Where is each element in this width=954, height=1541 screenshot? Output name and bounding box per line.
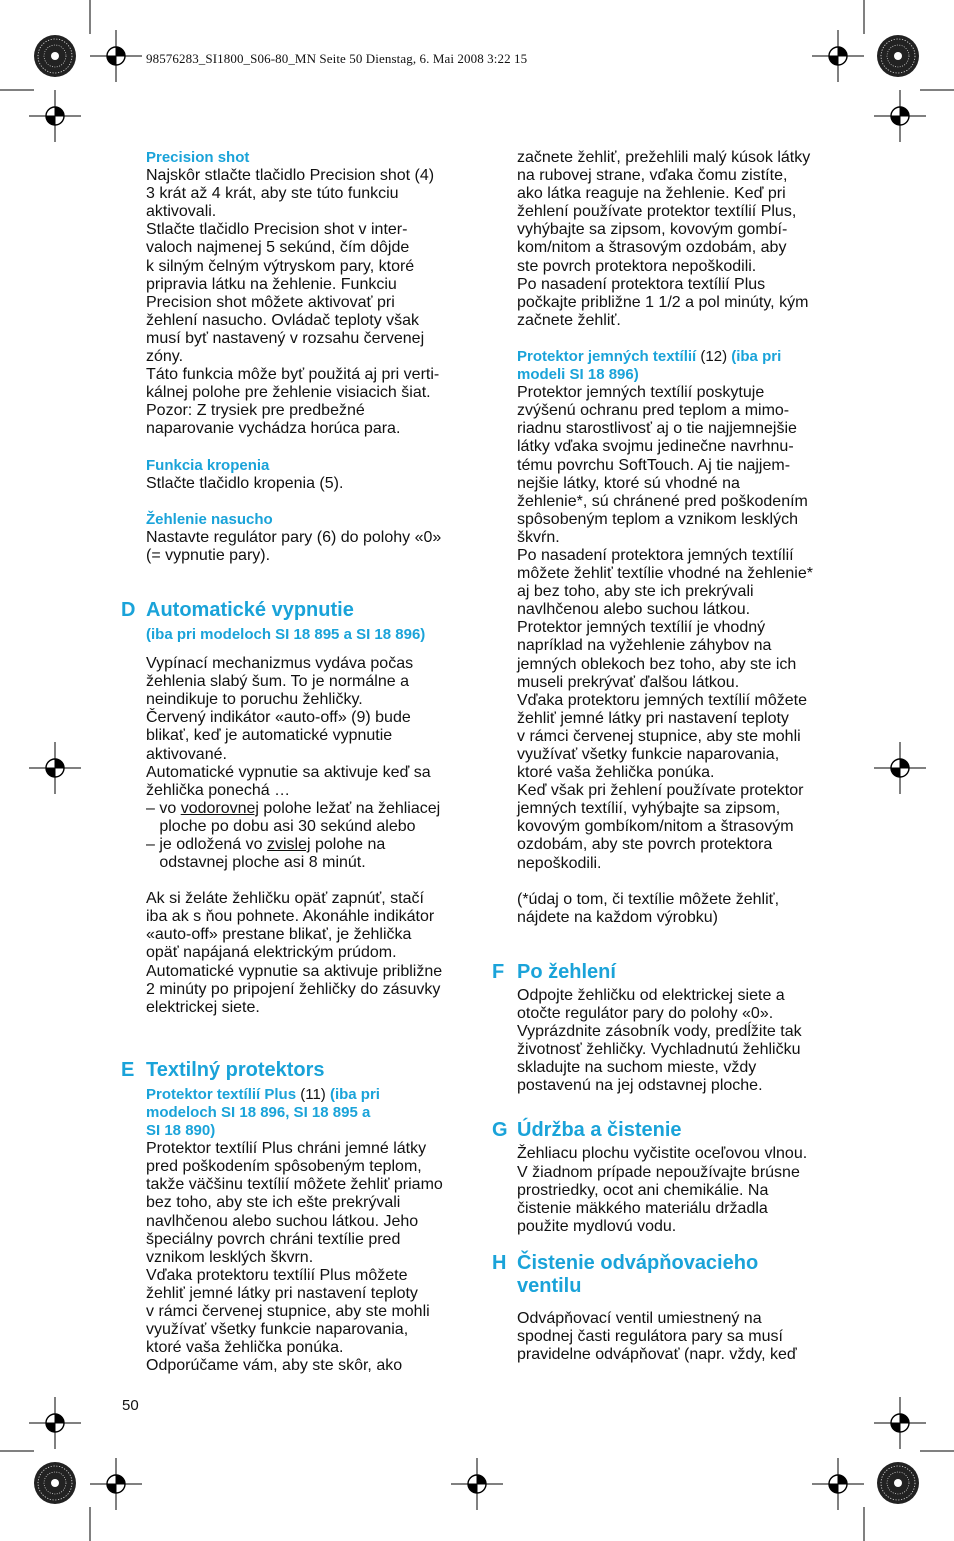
section-d-list-item-2-cont: odstavnej ploche asi 8 minút. <box>146 854 366 872</box>
section-d-heading <box>121 598 476 622</box>
text-line: bez toho, aby ste ich ešte prekrývali <box>146 1194 401 1212</box>
text-line: Vďaka protektoru jemných textílií môžete <box>517 691 807 709</box>
text-line: Protektor jemných textílií poskytuje <box>517 384 765 402</box>
section-e-heading <box>121 1058 476 1082</box>
text-line: museli prekrývať ďalšou látkou. <box>517 673 740 691</box>
text-line: Vypínací mechanizmus vydáva počas <box>146 655 414 673</box>
text-line: Odvápňovací ventil umiestnený na <box>517 1309 762 1327</box>
text-line: aktivované. <box>146 745 227 763</box>
text-line: spôsobeným teplom a vznikom lesklých <box>517 510 799 528</box>
section-d-letter: D <box>121 598 136 621</box>
text-line: Stlačte tlačidlo kropenia (5). <box>146 474 344 492</box>
text-line: Vďaka protektoru textílií Plus môžete <box>146 1266 408 1284</box>
text-line: počkajte približne 1 1/2 a pol minúty, kým <box>517 293 809 311</box>
text-line: prostriedky, ocot ani chemikálie. Na <box>517 1181 769 1199</box>
text-line: (*údaj o tom, či textílie môžete žehliť, <box>517 890 780 908</box>
text-line: v rámci červenej stupnice, aby ste mohli <box>517 727 801 745</box>
text-line: aj bez toho, aby ste ich prekrývali <box>517 583 754 601</box>
text-line: kom/nitom a štrasovým ozdobám, aby <box>517 239 787 257</box>
text-line: Automatické vypnutie sa aktivuje približne <box>146 962 443 980</box>
text-line: škvŕn. <box>517 528 560 546</box>
text-line: žehlička ponechá … <box>146 781 291 799</box>
section-h-text <box>517 1310 847 1364</box>
text-line: pred poškodením spôsobeným teplom, <box>146 1158 422 1176</box>
text-line: ktoré vaša žehlička ponúka. <box>146 1339 344 1357</box>
text-line: Pozor: Z trysiek pre predbežné <box>146 402 365 420</box>
precision-shot-text <box>146 167 476 438</box>
text-line: Vyprázdnite zásobník vody, predĺžite tak <box>517 1023 802 1041</box>
text-line: skladujte na suchom mieste, vždy <box>517 1059 757 1077</box>
text-line: špeciálny povrch chráni textílie pred <box>146 1230 401 1248</box>
text-line: Odpojte žehličku od elektrickej siete a <box>517 986 785 1004</box>
spray-title: Funkcia kropenia <box>146 456 270 474</box>
text-line: (= vypnutie pary). <box>146 546 271 564</box>
text-line: Nastavte regulátor pary (6) do polohy «0» <box>146 528 442 546</box>
text-line: zóny. <box>146 348 184 366</box>
text-line: zvýšenú ochranu pred teplom a mimo- <box>517 402 790 420</box>
text-line: Červený indikátor «auto-off» (9) bude <box>146 709 411 727</box>
text-line: v rámci červenej stupnice, aby ste mohli <box>146 1302 430 1320</box>
section-g-heading <box>492 1119 847 1142</box>
text-line: postavenú na jej odstavnej ploche. <box>517 1077 763 1095</box>
text-line: riadnu starostlivosť aj o tie najjemnejšie <box>517 420 797 438</box>
section-e-title: Textilný protektors <box>146 1058 325 1081</box>
text-line: napríklad na vyžehlenie záhybov na <box>517 637 772 655</box>
section-g-text <box>517 1145 847 1235</box>
text-line: ako látka reaguje na žehlenie. Keď pri <box>517 185 786 203</box>
textile-plus-text-cont <box>517 149 847 330</box>
text-line: «auto-off» prestane blikať, je žehlička <box>146 926 412 944</box>
text-line: valoch najmenej 5 sekúnd, čím dôjde <box>146 239 410 257</box>
fine-textile-text <box>517 384 847 873</box>
section-h-letter: H <box>492 1251 507 1274</box>
text-line: 3 krát až 4 krát, aby ste túto funkciu <box>146 185 399 203</box>
section-d-list-item-1-cont: ploche po dobu asi 30 sekúnd alebo <box>146 817 416 835</box>
text-line: iba ak s ňou pohnete. Akonáhle indikátor <box>146 908 435 926</box>
text-line: žehlenie*, sú chránené pred poškodením <box>517 492 808 510</box>
page-number: 50 <box>122 1397 139 1414</box>
text-line: navlhčenou alebo suchou látkou. Jeho <box>146 1212 419 1230</box>
section-f-letter: F <box>492 960 505 983</box>
section-d-subtitle: (iba pri modeloch SI 18 895 a SI 18 896) <box>146 625 426 643</box>
text-line: použite mydlovú vodu. <box>517 1217 677 1235</box>
text-line: nejšie látky, ktoré sú vhodné na <box>517 474 740 492</box>
text-line: Po nasadení protektora textílií Plus <box>517 275 766 293</box>
text-line: otočte regulátor pary do polohy «0». <box>517 1004 774 1022</box>
text-line: vyhýbajte sa zipsom, kovovým gombí- <box>517 221 788 239</box>
text-line: Stlačte tlačidlo Precision shot v inter- <box>146 221 408 239</box>
section-g-title: Údržba a čistenie <box>517 1119 682 1142</box>
textile-plus-title: Protektor textílií Plus (11) (iba pri <box>146 1085 380 1103</box>
text-line: aktivovali. <box>146 203 217 221</box>
text-line: kovovým gombíkom/nitom a štrasovým <box>517 818 794 836</box>
text-line: Žehliacu plochu vyčistite oceľovou vlnou. <box>517 1145 808 1163</box>
text-line: elektrickej siete. <box>146 998 260 1016</box>
text-line: Protektor jemných textílií je vhodný <box>517 619 766 637</box>
textile-plus-models: modeloch SI 18 896, SI 18 895 a <box>146 1103 371 1121</box>
text-line: látky vďaka svojmu jedinečne navrhnu- <box>517 438 794 456</box>
text-line: k silným čelným výtryskom pary, ktoré <box>146 257 415 275</box>
text-line: využívať všetky funkcie naparovania, <box>517 746 780 763</box>
section-d-list-item-1: – vo vodorovnej polohe ležať na žehliacej <box>146 799 441 817</box>
text-line: 2 minúty po pripojení žehličky do zásuvky <box>146 980 441 998</box>
text-line: pripravia látku na žehlenie. Funkciu <box>146 275 397 293</box>
dry-ironing-title: Žehlenie nasucho <box>146 510 273 528</box>
right-column <box>492 149 847 1364</box>
text-line: Odporúčame vám, aby ste skôr, ako <box>146 1357 403 1375</box>
precision-shot-title: Precision shot <box>146 149 250 166</box>
text-line: žehliť jemné látky pri nastavení teploty <box>146 1284 418 1302</box>
text-line: nájdete na každom výrobku) <box>517 908 718 926</box>
text-line: neindikuje to poruchu žehličky. <box>146 691 363 709</box>
text-line: musí byť nastavený v rozsahu červenej <box>146 329 425 347</box>
text-line: Automatické vypnutie sa aktivuje keď sa <box>146 763 431 781</box>
text-line: ktoré vaša žehlička ponúka. <box>517 764 715 782</box>
text-line: spodnej časti regulátora pary sa musí <box>517 1327 783 1345</box>
text-line: blikať, keď je automatické vypnutie <box>146 727 393 745</box>
text-line: životnosť žehličky. Vychladnutú žehličku <box>517 1041 801 1059</box>
text-line: Najskôr stlačte tlačidlo Precision shot (4) <box>146 167 435 185</box>
text-line: čistenie mäkkého materiálu držadla <box>517 1199 768 1217</box>
text-line: žehliť jemné látky pri nastavení teploty <box>517 709 789 727</box>
text-line: žehlení nasucho. Ovládač teploty však <box>146 311 420 329</box>
text-line: Táto funkcia môže byť použitá aj pri verti- <box>146 366 440 384</box>
text-line: opäť napájaná elektrickým prúdom. <box>146 944 397 962</box>
text-line: na rubovej strane, vďaka čomu zistíte, <box>517 167 788 185</box>
text-line: pravidelne odvápňovať (napr. vždy, keď <box>517 1346 797 1364</box>
section-d-text <box>146 655 476 800</box>
text-line: môžete žehliť textílie vhodné na žehlenie* <box>517 565 813 583</box>
text-line: kálnej polohe pre žehlenie visiacich šiat. <box>146 384 431 402</box>
section-g-letter: G <box>492 1119 508 1142</box>
text-line: V žiadnom prípade nepoužívajte brúsne <box>517 1163 800 1181</box>
text-line: Keď však pri žehlení používate protektor <box>517 782 804 800</box>
text-line: nepoškodili. <box>517 854 602 872</box>
section-f-title: Po žehlení <box>517 960 616 983</box>
text-line: ozdobám, aby ste povrch protektora <box>517 836 773 854</box>
text-line: takže väčšinu textílií môžete žehliť priamo <box>146 1176 443 1194</box>
text-line: jemných oblekoch bez toho, aby ste ich <box>517 655 797 673</box>
section-d-title: Automatické vypnutie <box>146 598 354 621</box>
section-f-heading <box>492 960 847 984</box>
fine-textile-model: modeli SI 18 896) <box>517 366 639 384</box>
text-line: jemných textílií, vyhýbajte sa zipsom, <box>517 800 781 818</box>
text-line: Po nasadení protektora jemných textílií <box>517 546 794 564</box>
spray-text <box>146 475 476 493</box>
dry-ironing-text <box>146 529 476 565</box>
textile-plus-text <box>146 1140 476 1375</box>
section-d-text-2 <box>146 890 476 1017</box>
section-h-heading <box>492 1251 847 1275</box>
section-e-letter: E <box>121 1058 135 1081</box>
textile-plus-models-2: SI 18 890) <box>146 1122 216 1140</box>
text-line: naparovanie vychádza horúca para. <box>146 420 401 438</box>
text-line: žehlení používate protektor textílií Plus, <box>517 203 797 221</box>
print-header: 98576283_SI1800_S06-80_MN Seite 50 Dienstag, 6. Mai 2008 3:22 15 <box>146 51 528 66</box>
text-line: žehlenia slabý šum. To je normálne a <box>146 673 409 691</box>
text-line: ste povrch protektora nepoškodili. <box>517 257 757 275</box>
text-line: tému povrchu SoftTouch. Aj tie najjem- <box>517 456 791 474</box>
text-line: Protektor textílií Plus chráni jemné látky <box>146 1140 427 1158</box>
section-d-list-item-2: – je odložená vo zvislej polohe na <box>146 836 386 853</box>
text-line: Ak si želáte žehličku opäť zapnúť, stačí <box>146 890 424 908</box>
text-line: Precision shot môžete aktivovať pri <box>146 293 395 311</box>
text-line: vznikom lesklých škvrn. <box>146 1248 314 1266</box>
fine-textile-title: Protektor jemných textílií (12) (iba pri <box>517 347 782 365</box>
section-h-title-1: Čistenie odvápňovacieho <box>517 1251 759 1274</box>
text-line: začnete žehliť. <box>517 311 621 329</box>
text-line: využívať všetky funkcie naparovania, <box>146 1321 409 1339</box>
text-line: začnete žehliť, prežehlili malý kúsok látky <box>517 149 811 166</box>
section-f-text <box>517 987 847 1096</box>
text-line: navlhčenou alebo suchou látkou. <box>517 601 751 619</box>
left-column <box>121 149 476 1375</box>
section-h-title-2: ventilu <box>517 1274 582 1297</box>
footnote-text <box>517 891 847 927</box>
